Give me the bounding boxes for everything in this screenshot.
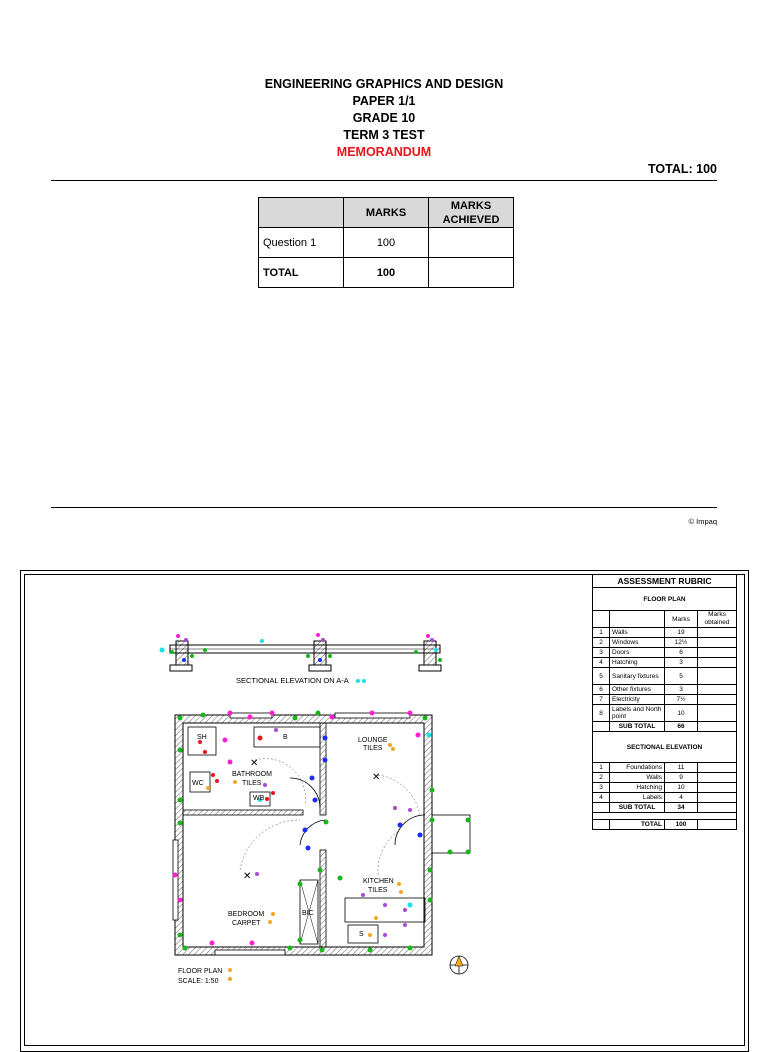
section-wall-right — [424, 641, 436, 665]
internal-wall-bedroom — [320, 850, 326, 947]
table-row — [593, 648, 737, 658]
rubric-sectional-heading: SECTIONAL ELEVATION — [593, 732, 737, 763]
section-foundation-right — [419, 665, 441, 671]
rubric-col-obtained-line1: Marks — [708, 611, 726, 618]
rubric-item: Foundations — [610, 763, 665, 773]
rubric-obtained[interactable] — [698, 705, 737, 722]
rubric-item: Windows — [610, 638, 665, 648]
label-bic: BIC — [302, 910, 314, 917]
rubric-num: 4 — [593, 658, 610, 668]
rubric-obtained[interactable] — [698, 695, 737, 705]
rubric-obtained[interactable] — [698, 773, 737, 783]
term-test: TERM 3 TEST — [343, 128, 425, 142]
rubric-item: Walls — [610, 628, 665, 638]
entrance-step — [432, 815, 470, 853]
label-bedroom: BEDROOM — [228, 911, 265, 918]
rubric-num: 1 — [593, 628, 610, 638]
doc-title: ENGINEERING GRAPHICS AND DESIGN — [264, 77, 504, 91]
window-left — [173, 840, 178, 920]
rubric-num: 1 — [593, 763, 610, 773]
header-achieved-line2: ACHIEVED — [442, 213, 500, 226]
rubric-num: 3 — [593, 783, 610, 793]
plan-title: FLOOR PLAN — [178, 968, 223, 975]
rubric-num: 6 — [593, 685, 610, 695]
rubric-num: 2 — [593, 638, 610, 648]
rubric-num: 4 — [593, 793, 610, 803]
rubric-marks: 12½ — [665, 638, 698, 648]
table-row — [593, 773, 737, 783]
rubric-item: Doors — [610, 648, 665, 658]
window-bottom — [215, 950, 285, 955]
north-point-icon — [450, 956, 468, 974]
rubric-num: 8 — [593, 705, 610, 722]
label-kitchen: KITCHEN — [363, 878, 394, 885]
row-label: Question 1 — [259, 228, 344, 258]
rubric-marks: 7½ — [665, 695, 698, 705]
label-lounge: LOUNGE — [358, 737, 388, 744]
label-bathroom-finish: TILES — [242, 780, 262, 787]
floor-plan-walls — [173, 713, 470, 955]
rubric-num: 7 — [593, 695, 610, 705]
rubric-num: 2 — [593, 773, 610, 783]
label-wc: WC — [192, 780, 204, 787]
table-row — [593, 628, 737, 638]
label-shower: SH — [197, 734, 207, 741]
header-marks: MARKS — [344, 198, 429, 228]
rubric-subtotal-value: 66 — [665, 722, 698, 732]
rubric-num: 3 — [593, 648, 610, 658]
table-row — [593, 705, 737, 722]
rubric-obtained[interactable] — [698, 793, 737, 803]
rubric-marks: 6 — [665, 648, 698, 658]
sectional-elevation — [160, 633, 443, 671]
rubric-obtained[interactable] — [698, 668, 737, 685]
rubric-marks: 10 — [665, 783, 698, 793]
rubric-floor-plan-heading: FLOOR PLAN — [593, 588, 737, 611]
rubric-obtained[interactable] — [698, 638, 737, 648]
rubric-item: Labels — [610, 793, 665, 803]
table-row — [593, 668, 737, 685]
label-bath: B — [283, 734, 288, 741]
rubric-marks: 9 — [665, 773, 698, 783]
section-wall-left — [176, 641, 188, 665]
grade: GRADE 10 — [352, 111, 416, 125]
section-label: SECTIONAL ELEVATION ON A-A — [236, 676, 349, 685]
rubric-obtained[interactable] — [698, 658, 737, 668]
label-sink: S — [359, 931, 364, 938]
label-bathroom: BATHROOM — [232, 771, 272, 778]
rubric-num: 5 — [593, 668, 610, 685]
rubric-col-obtained — [698, 611, 737, 628]
rubric-subtotal-label: SUB TOTAL — [610, 803, 665, 813]
rubric-item: Sanitary fixtures — [610, 668, 665, 685]
rubric-marks: 10 — [665, 705, 698, 722]
rubric-title: ASSESSMENT RUBRIC — [593, 575, 737, 588]
row-label: TOTAL — [259, 258, 344, 288]
rubric-subtotal-value: 34 — [665, 803, 698, 813]
internal-wall-bathroom — [183, 810, 303, 815]
row-marks: 100 — [344, 228, 429, 258]
light-point-bedroom: ✕ — [243, 871, 252, 882]
label-bedroom-finish: CARPET — [232, 920, 261, 927]
rubric-marks: 4 — [665, 793, 698, 803]
assessment-rubric — [592, 574, 737, 830]
memorandum-label: MEMORANDUM — [336, 145, 432, 159]
rubric-item: Other fixtures — [610, 685, 665, 695]
plan-scale: SCALE: 1:50 — [178, 978, 219, 985]
table-row — [593, 695, 737, 705]
light-point-bathroom: ✕ — [250, 758, 259, 769]
label-lounge-finish: TILES — [363, 745, 383, 752]
rubric-total-value: 100 — [665, 820, 698, 830]
rubric-col-obtained-line2: obtained — [704, 619, 730, 626]
rubric-floor-subtotal — [593, 722, 737, 732]
rubric-marks: 19 — [665, 628, 698, 638]
section-foundation-left — [170, 665, 192, 671]
label-kitchen-finish: TILES — [368, 887, 388, 894]
rubric-item: Electricity — [610, 695, 665, 705]
table-row — [593, 638, 737, 648]
rubric-obtained[interactable] — [698, 685, 737, 695]
table-row — [593, 763, 737, 773]
table-row — [593, 658, 737, 668]
paper-number: PAPER 1/1 — [352, 94, 416, 108]
copyright: © Impaq — [688, 517, 717, 526]
row-marks: 100 — [344, 258, 429, 288]
rubric-item: Labels and North point — [610, 705, 665, 722]
table-row — [593, 685, 737, 695]
rubric-item: Hatching — [610, 783, 665, 793]
rubric-marks: 11 — [665, 763, 698, 773]
rubric-total-label: TOTAL — [610, 820, 665, 830]
rubric-total-row — [593, 820, 737, 830]
rubric-marks: 5 — [665, 668, 698, 685]
rubric-obtained[interactable] — [698, 763, 737, 773]
rubric-sect-subtotal — [593, 803, 737, 813]
rubric-marks: 3 — [665, 685, 698, 695]
rubric-col-marks: Marks — [665, 611, 698, 628]
rubric-obtained[interactable] — [698, 628, 737, 638]
table-row — [593, 783, 737, 793]
rubric-item: Walls — [610, 773, 665, 783]
section-foundation-middle — [309, 665, 331, 671]
light-point-lounge: ✕ — [372, 772, 381, 783]
rubric-obtained[interactable] — [698, 783, 737, 793]
total-marks: TOTAL: 100 — [648, 162, 717, 176]
table-row — [593, 793, 737, 803]
rubric-obtained[interactable] — [698, 648, 737, 658]
rubric-subtotal-label: SUB TOTAL — [610, 722, 665, 732]
header-achieved-line1: MARKS — [450, 199, 492, 212]
rubric-item: Hatching — [610, 658, 665, 668]
label-wb: WB — [253, 795, 265, 802]
rubric-marks: 3 — [665, 658, 698, 668]
